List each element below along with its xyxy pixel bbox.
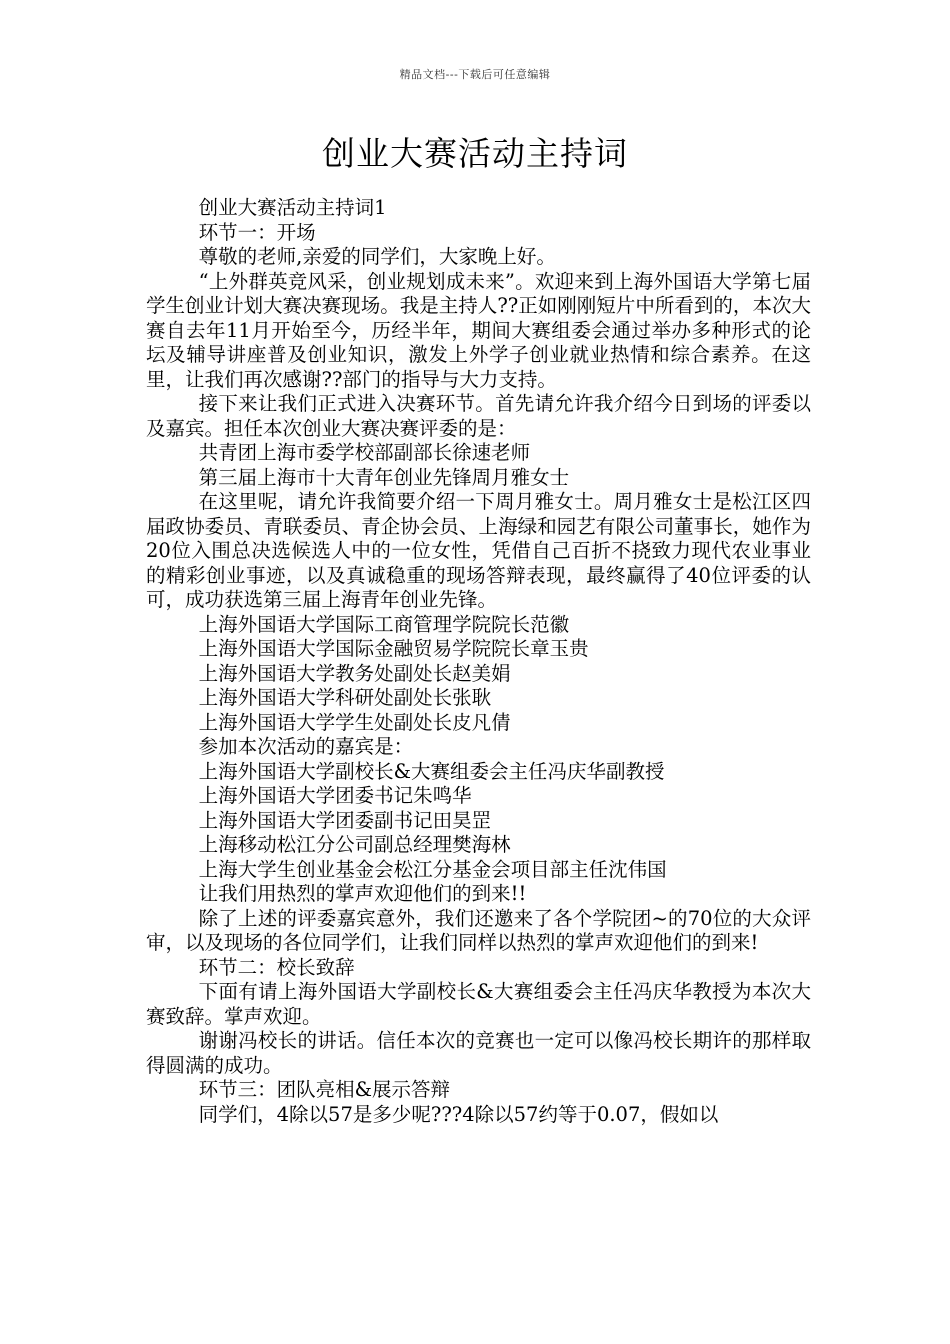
paragraph: 环节二：校长致辞 (198, 955, 355, 979)
paragraph: 上海外国语大学国际工商管理学院院长范徽 (198, 612, 570, 636)
paragraph: 谢谢冯校长的讲话。信任本次的竞赛也一定可以像冯校长期许的那样取得圆满的成功。 (146, 1029, 811, 1077)
paragraph: 上海外国语大学副校长&大赛组委会主任冯庆华副教授 (198, 759, 665, 783)
document-body (146, 196, 811, 1127)
paragraph: 下面有请上海外国语大学副校长&大赛组委会主任冯庆华教授为本次大赛致辞。掌声欢迎。 (146, 980, 811, 1028)
paragraph: 参加本次活动的嘉宾是： (198, 735, 414, 758)
paragraph: 上海移动松江分公司副总经理樊海林 (198, 833, 511, 856)
document-title: 创业大赛活动主持词 (322, 134, 628, 173)
paragraph: 尊敬的老师,亲爱的同学们，大家晚上好。 (198, 245, 556, 268)
paragraph: 上海外国语大学国际金融贸易学院院长章玉贵 (198, 637, 589, 660)
paragraph: 上海外国语大学科研处副处长张耿 (198, 686, 492, 709)
paragraph: 创业大赛活动主持词1 (198, 196, 387, 219)
paragraph: 共青团上海市委学校部副部长徐速老师 (198, 441, 531, 464)
paragraph: 上海外国语大学学生处副处长皮凡倩 (198, 710, 511, 734)
header-note: 精品文档---下载后可任意编辑 (399, 68, 551, 81)
paragraph: 除了上述的评委嘉宾意外，我们还邀来了各个学院团~的70位的大众评审，以及现场的各位同学们，让我们同样以热烈的掌声欢迎他们的到来! (146, 906, 811, 954)
paragraph: 上海外国语大学团委书记朱鸣华 (198, 784, 472, 807)
paragraph: 第三届上海市十大青年创业先锋周月雅女士 (198, 465, 570, 489)
paragraph: “上外群英竞风采，创业规划成未来”。欢迎来到上海外国语大学第七届学生创业计划大赛决赛现场。我是主持人??正如刚刚短片中所看到的，本次大赛自去年11月开始至今，历经半年，期间大赛组委会通过举办多种形式的论坛及辅导讲座普及创业知识，激发上外学子创业就业热情和综合素养。在这里，让我们再次感谢??部门的指导与大力支持。 (146, 269, 811, 391)
paragraph: 上海大学生创业基金会松江分基金会项目部主任沈伟国 (198, 857, 667, 881)
paragraph: 同学们，4除以57是多少呢???4除以57约等于0.07，假如以 (198, 1102, 719, 1126)
paragraph: 上海外国语大学教务处副处长赵美娟 (198, 661, 511, 685)
paragraph: 接下来让我们正式进入决赛环节。首先请允许我介绍今日到场的评委以及嘉宾。担任本次创业大赛决赛评委的是： (146, 392, 811, 440)
paragraph: 在这里呢，请允许我简要介绍一下周月雅女士。周月雅女士是松江区四届政协委员、青联委员、青企协会员、上海绿和园艺有限公司董事长，她作为20位入围总决选候选人中的一位女性，凭借自己百折不挠致力现代农业事业的精彩创业事迹，以及真诚稳重的现场答辩表现，最终赢得了40位评委的认可，成功获选第三届上海青年创业先锋。 (146, 490, 811, 611)
paragraph: 环节一：开场 (198, 220, 316, 244)
paragraph: 让我们用热烈的掌声欢迎他们的到来!! (198, 882, 527, 905)
paragraph: 环节三：团队亮相&展示答辩 (198, 1078, 450, 1101)
paragraph: 上海外国语大学团委副书记田昊罡 (198, 808, 492, 832)
